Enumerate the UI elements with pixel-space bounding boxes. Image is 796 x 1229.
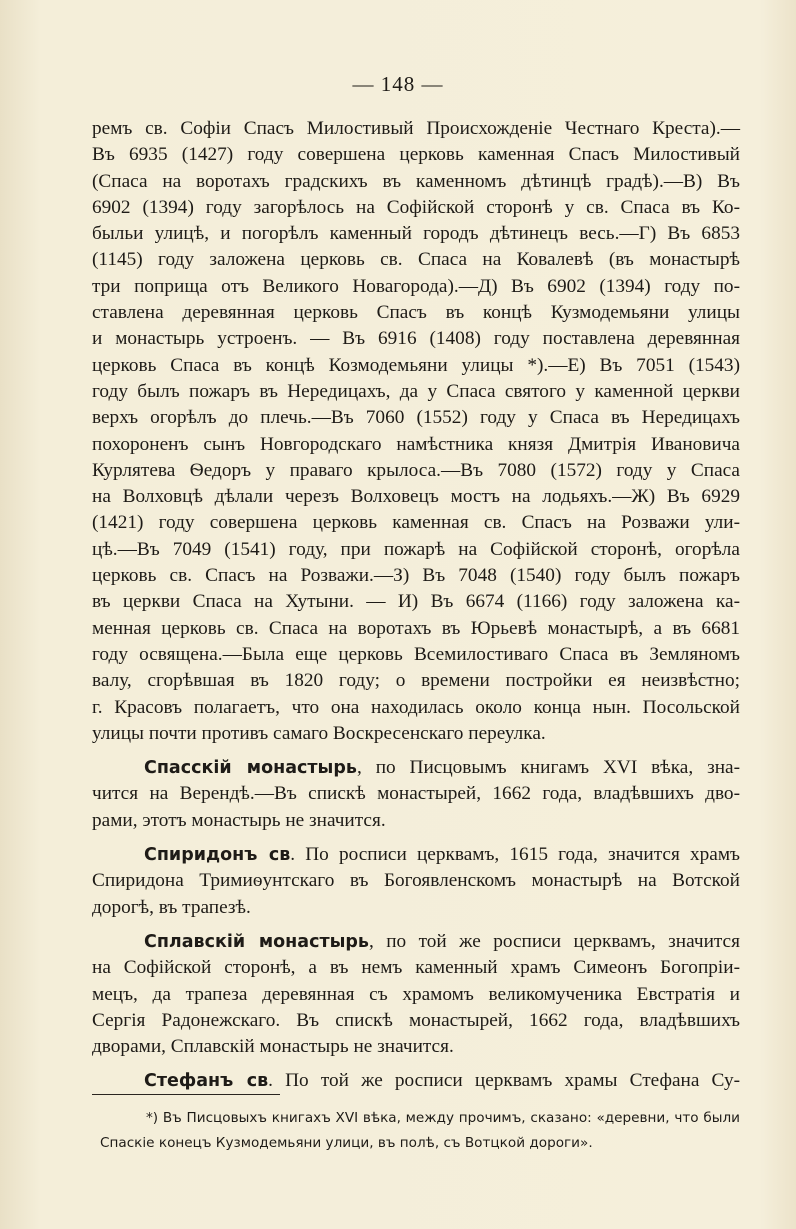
text-line: Въ 6935 (1427) году совершена церковь каменная Спасъ Милостивый bbox=[92, 144, 740, 166]
entry-text: . По росписи церквамъ, 1615 года, значится храмъ bbox=[290, 844, 740, 866]
entry-heading: Сплавскій монастырь bbox=[144, 931, 369, 952]
entry-text: , по той же росписи церквамъ, значится bbox=[369, 930, 740, 952]
text-line: церковь св. Спасъ на Розважи.—З) Въ 7048 (1540) году былъ пожаръ bbox=[92, 565, 740, 587]
text-line: менная церковь св. Спаса на воротахъ въ Юрьевѣ монастырѣ, а въ 6681 bbox=[92, 617, 740, 639]
footnote bbox=[100, 1106, 740, 1156]
text-line: (1145) году заложена церковь св. Спаса на Ковалевѣ (въ монастырѣ bbox=[92, 249, 740, 271]
entry-first-line bbox=[92, 1068, 740, 1094]
text-line: похороненъ сынъ Новгородскаго намѣстника князя Дмитрія Ивановича bbox=[92, 433, 740, 455]
footnote-divider bbox=[92, 1094, 280, 1095]
entry-text: . По той же росписи церквамъ храмы Стефана Су- bbox=[268, 1070, 740, 1092]
entry-spiridon bbox=[92, 842, 740, 921]
text-line: мецъ, да трапеза деревянная съ храмомъ великомученика Евстратія и bbox=[92, 983, 740, 1005]
entry-first-line bbox=[92, 929, 740, 955]
text-line: (Спаса на воротахъ градскихъ въ каменномъ дѣтинцѣ градѣ).—В) Въ bbox=[92, 170, 740, 192]
text-line: и монастырь устроенъ. — Въ 6916 (1408) году поставлена деревянная bbox=[92, 328, 740, 350]
footnote-line: Спаскіе конецъ Кузмодемьяни улици, въ полѣ, съ Вотцкой дороги». bbox=[100, 1135, 593, 1151]
text-line: верхъ огорѣлъ до плечь.—Въ 7060 (1552) году у Спаса въ Нередицахъ bbox=[92, 407, 740, 429]
entry-splavsky-monastery bbox=[92, 929, 740, 1060]
page-number: — 148 — bbox=[352, 72, 444, 96]
entry-first-line bbox=[92, 755, 740, 781]
entry-heading: Спиридонъ св bbox=[144, 845, 291, 866]
text-line: (1421) году совершена церковь каменная св. Спасъ на Розважи ули- bbox=[92, 512, 740, 534]
entry-text: , по Писцовымъ книгамъ XVI вѣка, зна- bbox=[356, 757, 740, 779]
text-line: быльи улицѣ, и погорѣлъ каменный городъ дѣтинецъ весь.—Г) Въ 6853 bbox=[92, 223, 740, 245]
text-line: Курлятева Ѳедоръ у праваго крылоса.—Въ 7080 (1572) году у Спаса bbox=[92, 459, 740, 481]
text-line: г. Красовъ полагаетъ, что она находилась около конца нын. Посольской bbox=[92, 696, 740, 718]
text-line: 6902 (1394) году загорѣлось на Софійской сторонѣ у св. Спаса въ Ко- bbox=[92, 196, 740, 218]
text-line: дорогѣ, въ трапезѣ. bbox=[92, 896, 251, 918]
text-line: чится на Верендѣ.—Въ спискѣ монастырей, 1662 года, владѣвшихъ дво- bbox=[92, 783, 740, 805]
footnote-line: *) Въ Писцовыхъ книгахъ XVI вѣка, между прочимъ, сказано: «деревни, что были bbox=[146, 1110, 740, 1126]
text-line: на Волховцѣ дѣлали черезъ Волховецъ мостъ на лодьяхъ.—Ж) Въ 6929 bbox=[92, 486, 740, 508]
text-line: на Софійской сторонѣ, а въ немъ каменный храмъ Симеонъ Богопріи- bbox=[92, 957, 740, 979]
text-line: валу, сгорѣвшая въ 1820 году; о времени постройки ея неизвѣстно; bbox=[92, 670, 740, 692]
text-line: цѣ.—Въ 7049 (1541) году, при пожарѣ на Софійской сторонѣ, огорѣла bbox=[92, 538, 740, 560]
text-line: году былъ пожаръ въ Нередицахъ, да у Спаса святого у каменной церкви bbox=[92, 380, 740, 402]
entry-spassky-monastery bbox=[92, 755, 740, 834]
body-text bbox=[92, 116, 740, 1095]
text-line: Спиридона Тримиѳунтскаго въ Богоявленскомъ монастырѣ на Вотской bbox=[92, 870, 740, 892]
entry-stefan bbox=[92, 1068, 740, 1094]
text-line: дворами, Сплавскій монастырь не значится. bbox=[92, 1036, 454, 1058]
text-line: Сергія Радонежскаго. Въ спискѣ монастырей, 1662 года, владѣвшихъ bbox=[92, 1009, 740, 1031]
entry-first-line bbox=[92, 842, 740, 868]
entry-heading: Стефанъ св bbox=[144, 1071, 269, 1092]
text-line: въ церкви Спаса на Хутыни. — И) Въ 6674 (1166) году заложена ка- bbox=[92, 591, 740, 613]
text-line: ставлена деревянная церковь Спасъ въ концѣ Кузмодемьяни улицы bbox=[92, 302, 740, 324]
text-line: ремъ св. Софіи Спасъ Милостивый Происхожденіе Честнаго Креста).— bbox=[92, 118, 740, 139]
entry-heading: Спасскій монастырь bbox=[144, 758, 357, 779]
text-line: церковь Спаса въ концѣ Козмодемьяни улицы *).—Е) Въ 7051 (1543) bbox=[92, 354, 740, 376]
text-line: году освящена.—Была еще церковь Всемилостиваго Спаса въ Земляномъ bbox=[92, 643, 740, 665]
text-line: улицы почти противъ самаго Воскресенскаго переулка. bbox=[92, 722, 546, 744]
text-line: рами, этотъ монастырь не значится. bbox=[92, 809, 386, 831]
text-line: три поприща отъ Великого Новагорода).—Д) Въ 6902 (1394) году по- bbox=[92, 275, 740, 297]
